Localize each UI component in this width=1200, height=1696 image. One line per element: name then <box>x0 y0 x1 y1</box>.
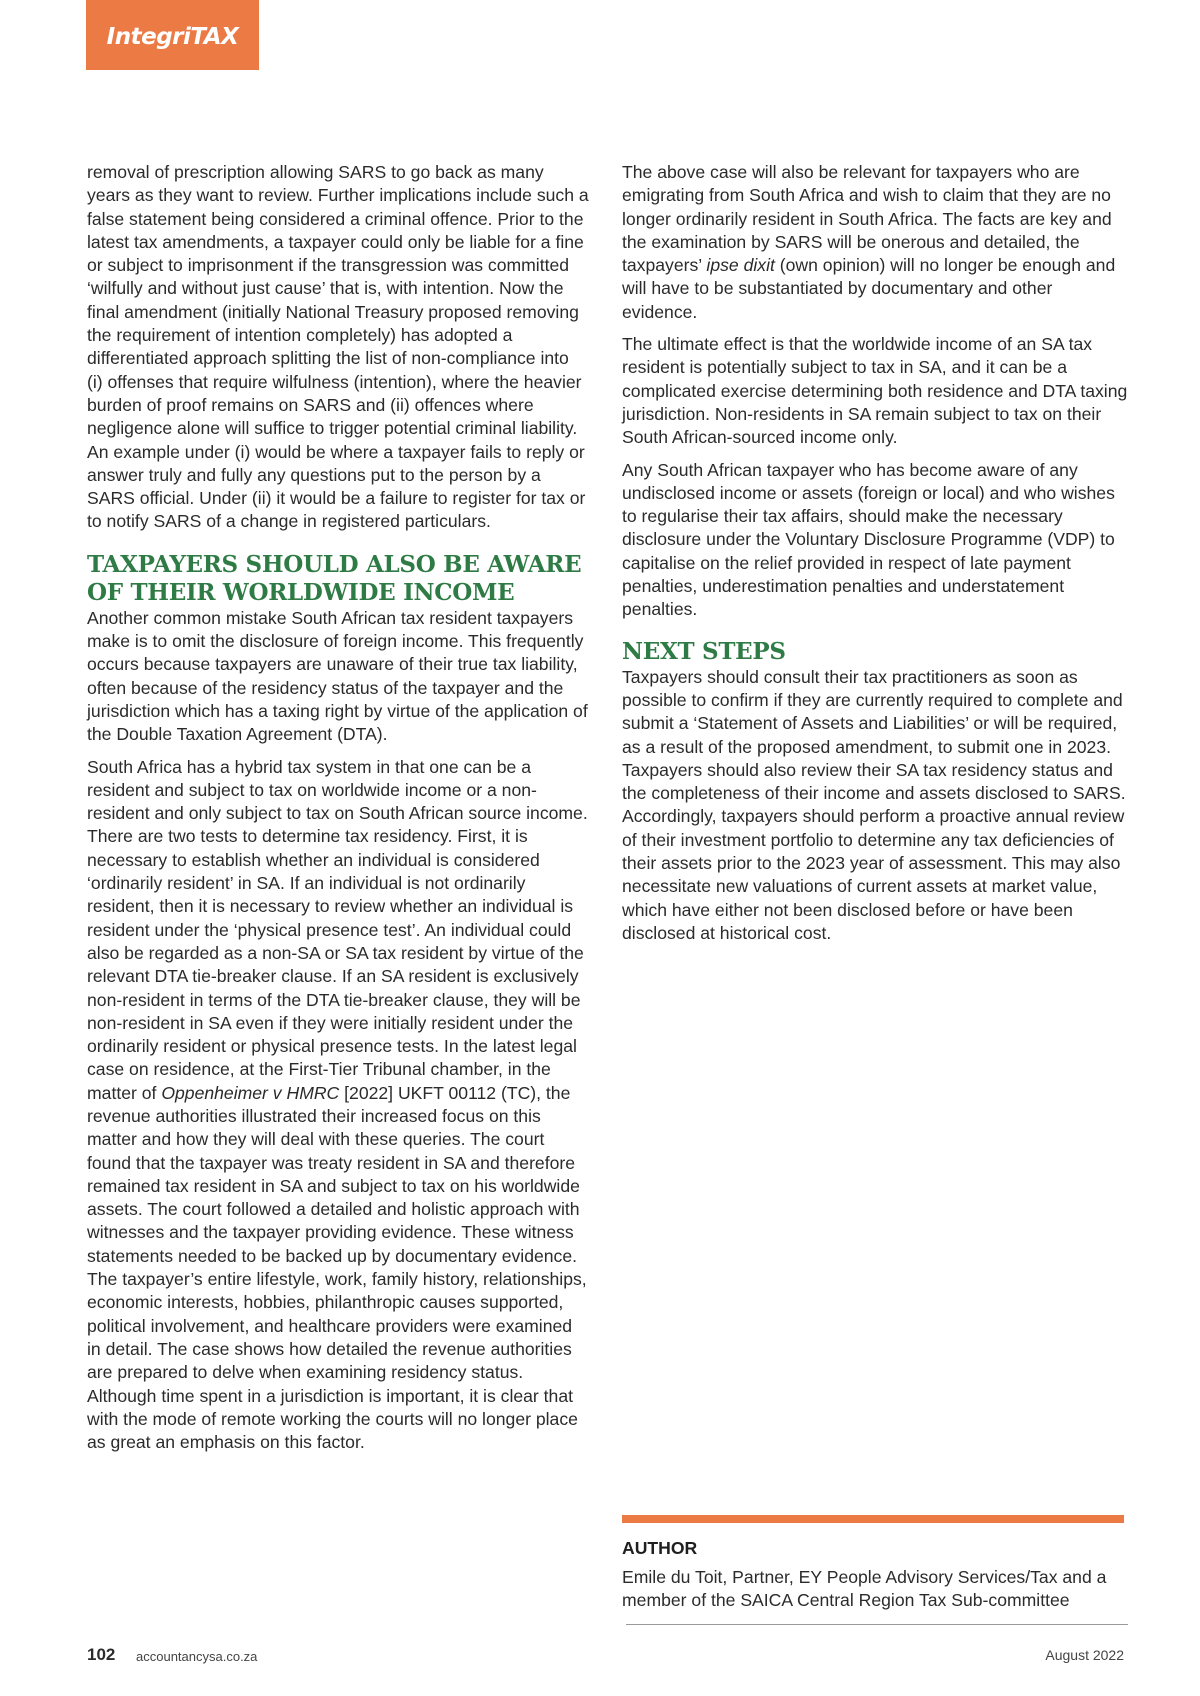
paragraph-ultimate-effect: The ultimate effect is that the worldwide income of an SA tax resident is potentially subject to tax in SA, and it can be a complicated exercise determining both residence and DTA taxing jurisdiction. Non-residents in SA remain subject to tax on their South African-sourced income only. <box>622 334 1128 448</box>
integritax-logo: IntegriTAX <box>106 24 239 50</box>
footer-website: accountancysa.co.za <box>136 1649 258 1664</box>
page-number: 102 <box>87 1645 116 1664</box>
header-logo-box <box>86 0 259 70</box>
paragraph-common-mistake: Another common mistake South African tax resident taxpayers make is to omit the disclosure of foreign income. This frequently occurs because taxpayers are unaware of their true tax liability, often because of the residency status of the taxpayer and the jurisdiction which has a taxing right by virtue of the application of the Double Taxation Agreement (DTA). <box>87 607 588 745</box>
author-description: Emile du Toit, Partner, EY People Advisory Services/Tax and a member of the SAICA Central Region Tax Sub-committee <box>622 1567 1107 1611</box>
paragraph-prescription: removal of prescription allowing SARS to go back as many years as they want to review. Further implications include such a false statement being considered a criminal offence. Prior to the latest tax amendments, a taxpayer could only be liable for a fine or subject to imprisonment if the transgression was committed ‘wilfully and without just cause’ that is, with intention. Now the final amendment (initially National Treasury proposed removing the requirement of intention completely) has adopted a differentiated approach splitting the list of non-compliance into (i) offenses that require wilfulness (intention), where the heavier burden of proof remains on SARS and (ii) offences where negligence alone will suffice to trigger potential criminal liability. An example under (i) would be where a taxpayer fails to reply or answer truly and fully any questions put to the person by a SARS official. Under (ii) it would be a failure to register for tax or to notify SARS of a change in registered particulars. <box>87 162 589 532</box>
latin-phrase: ipse dixit <box>706 255 775 276</box>
heading-worldwide-income: TAXPAYERS SHOULD ALSO BE AWARE OF THEIR WORLDWIDE INCOME <box>87 550 582 606</box>
left-column <box>87 161 589 1463</box>
text-hybrid-part-a: South Africa has a hybrid tax system in that one can be a resident and subject to tax on worldwide income or a non-resident and only subject to tax on South African source income. There are two tests to determine tax residency. First, it is necessary to establish whether an individual is considered ‘ordinarily resident’ in SA. If an individual is not ordinarily resident, then it is necessary to review whether an individual is resident under the ‘physical presence test’. An individual could also be regarded as a non-SA or SA tax resident by virtue of the relevant DTA tie-breaker clause. If an SA resident is exclusively non-resident in terms of the DTA tie-breaker clause, they will be non-resident in SA even if they were initially resident under the ordinarily resident or physical presence tests. In the latest legal case on residence, at the First-Tier Tribunal chamber, in the matter of <box>87 756 588 1103</box>
text-emigrating-part-b: (own opinion) will no longer be enough and will have to be substantiated by documentary and other evidence. <box>622 255 1116 322</box>
paragraph-vdp: Any South African taxpayer who has become aware of any undisclosed income or assets (foreign or local) and who wishes to regularise their tax affairs, should make the necessary disclosure under the Voluntary Disclosure Programme (VDP) to capitalise on the relief provided in respect of late payment penalties, underestimation penalties and understatement penalties. <box>622 459 1115 620</box>
footer-date: August 2022 <box>1045 1647 1124 1663</box>
heading-next-steps: NEXT STEPS <box>622 637 786 665</box>
text-hybrid-part-b: [2022] UKFT 00112 (TC), the revenue authorities illustrated their increased focus on this matter and how they will deal with these queries. The court found that the taxpayer was treaty resident in SA and therefore remained tax resident in SA and subject to tax on his worldwide assets. The court followed a detailed and holistic approach with witnesses and the taxpayer providing evidence. These witness statements needed to be backed up by documentary evidence. The taxpayer’s entire lifestyle, work, family history, relationships, economic interests, hobbies, philanthropic causes supported, political involvement, and healthcare providers were examined in detail. The case shows how detailed the revenue authorities are prepared to delve when examining residency status. Although time spent in a jurisdiction is important, it is clear that with the mode of remote working the courts will no longer place as great an emphasis on this factor. <box>87 1082 587 1453</box>
author-accent-bar <box>622 1515 1124 1523</box>
paragraph-next-steps: Taxpayers should consult their tax practitioners as soon as possible to confirm if they are currently required to complete and submit a ‘Statement of Assets and Liabilities’ or will be required, as a result of the proposed amendment, to submit one in 2023. Taxpayers should also review their SA tax residency status and the completeness of their income and assets disclosed to SARS. Accordingly, taxpayers should perform a proactive annual review of their investment portfolio to determine any tax deficiencies of their assets prior to the 2023 year of assessment. This may also necessitate new valuations of current assets at market value, which have either not been disclosed before or have been disclosed at historical cost. <box>622 666 1126 943</box>
author-divider <box>626 1624 1128 1625</box>
paragraph-hybrid-tax-system <box>87 756 589 1455</box>
author-label: AUTHOR <box>622 1538 698 1558</box>
case-name: Oppenheimer v HMRC <box>161 1082 340 1103</box>
paragraph-emigrating <box>622 161 1132 324</box>
text-emigrating-part-a: The above case will also be relevant for taxpayers who are emigrating from South Africa and wish to claim that they are no longer ordinarily resident in South Africa. The facts are key and the examination by SARS will be onerous and detailed, the taxpayers’ <box>622 162 1112 276</box>
right-column <box>622 161 1132 954</box>
